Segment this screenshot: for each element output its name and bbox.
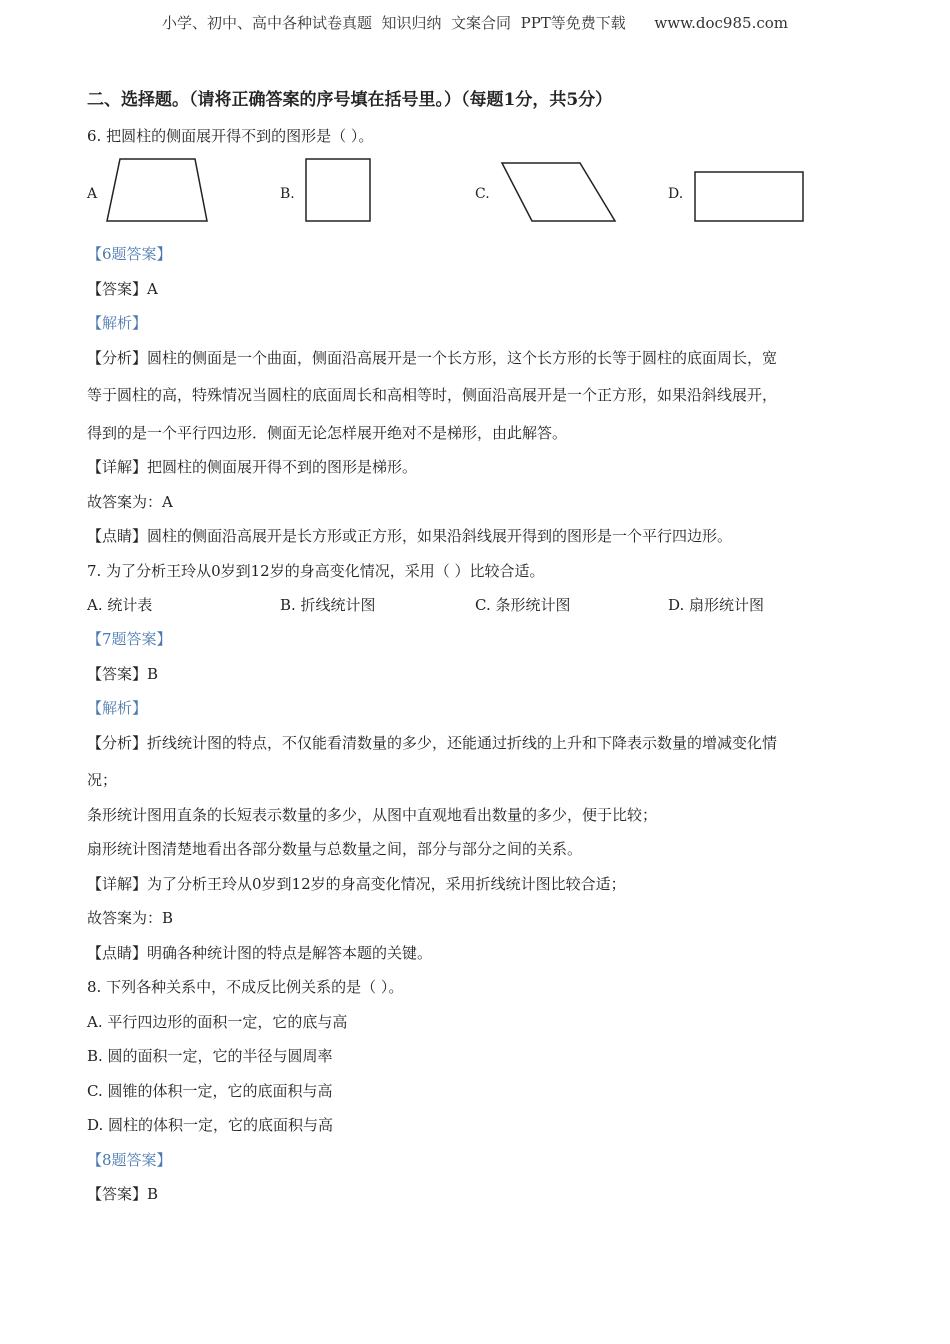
- q7-final-answer: 故答案为：B: [87, 909, 174, 927]
- q6-analysis-line-2: 等于圆柱的高，特殊情况当圆柱的底面周长和高相等时，侧面沿高展开是一个正方形，如果沿斜线展开，: [87, 386, 778, 404]
- q7-analysis-line-4: 扇形统计图清楚地看出各部分数量与总数量之间，部分与部分之间的关系。: [87, 840, 583, 858]
- q7-analysis-line-3: 条形统计图用直条的长短表示数量的多少，从图中直观地看出数量的多少，便于比较；: [87, 806, 658, 824]
- page-header: 小学、初中、高中各种试卷真题 知识归纳 文案合同 PPT等免费下载 www.doc985.com: [161, 14, 788, 32]
- q6-question: 6. 把圆柱的侧面展开得不到的图形是（ ）。: [87, 127, 374, 145]
- q8-answer: 【答案】B: [87, 1185, 159, 1203]
- q7-analysis-header: 【解析】: [87, 699, 148, 717]
- q8-option-a: A. 平行四边形的面积一定，它的底与高: [87, 1013, 348, 1031]
- section-title: 二、选择题。（请将正确答案的序号填在括号里。）（每题1分，共5分）: [87, 90, 613, 110]
- q6-option-a-label: A: [87, 186, 98, 202]
- rectangle-shape: [695, 172, 803, 221]
- q6-detail: 【详解】把圆柱的侧面展开得不到的图形是梯形。: [87, 458, 418, 476]
- q8-answer-header: 【8题答案】: [87, 1151, 172, 1169]
- q7-analysis-line-1: 【分析】折线统计图的特点，不仅能看清数量的多少，还能通过折线的上升和下降表示数量的增减变化情: [87, 734, 778, 752]
- q8-option-d: D. 圆柱的体积一定，它的底面积与高: [87, 1116, 334, 1134]
- q6-tip: 【点睛】圆柱的侧面沿高展开是长方形或正方形，如果沿斜线展开得到的图形是一个平行四边形。: [87, 527, 733, 545]
- q6-analysis-line-1: 【分析】圆柱的侧面是一个曲面，侧面沿高展开是一个长方形，这个长方形的长等于圆柱的底面周长，宽: [87, 349, 778, 367]
- parallelogram-shape: [502, 163, 615, 221]
- trapezoid-shape: [107, 159, 207, 221]
- q7-option-a: A. 统计表: [87, 596, 153, 614]
- square-shape: [306, 159, 370, 221]
- q7-option-d: D. 扇形统计图: [668, 596, 765, 614]
- q6-analysis-header: 【解析】: [87, 314, 148, 332]
- q7-tip: 【点睛】明确各种统计图的特点是解答本题的关键。: [87, 944, 433, 962]
- q6-option-c-label: C.: [475, 186, 490, 202]
- q7-analysis-line-2: 况；: [87, 771, 118, 789]
- q7-option-b: B. 折线统计图: [280, 596, 376, 614]
- q7-detail: 【详解】为了分析王玲从0岁到12岁的身高变化情况，采用折线统计图比较合适；: [87, 875, 626, 893]
- q7-option-c: C. 条形统计图: [475, 596, 571, 614]
- q7-question: 7. 为了分析王玲从0岁到12岁的身高变化情况，采用（ ）比较合适。: [87, 562, 545, 580]
- q8-option-c: C. 圆锥的体积一定，它的底面积与高: [87, 1082, 333, 1100]
- q7-answer: 【答案】B: [87, 665, 159, 683]
- q6-answer: 【答案】A: [87, 280, 158, 298]
- q6-analysis-line-3: 得到的是一个平行四边形．侧面无论怎样展开绝对不是梯形，由此解答。: [87, 424, 568, 442]
- q6-shapes: [0, 150, 950, 230]
- q6-answer-header: 【6题答案】: [87, 245, 172, 263]
- q6-option-d-label: D.: [668, 186, 684, 202]
- q6-option-b-label: B.: [280, 186, 295, 202]
- q6-final-answer: 故答案为：A: [87, 493, 173, 511]
- q7-answer-header: 【7题答案】: [87, 630, 172, 648]
- q8-question: 8. 下列各种关系中，不成反比例关系的是（ ）。: [87, 978, 404, 996]
- q8-option-b: B. 圆的面积一定，它的半径与圆周率: [87, 1047, 333, 1065]
